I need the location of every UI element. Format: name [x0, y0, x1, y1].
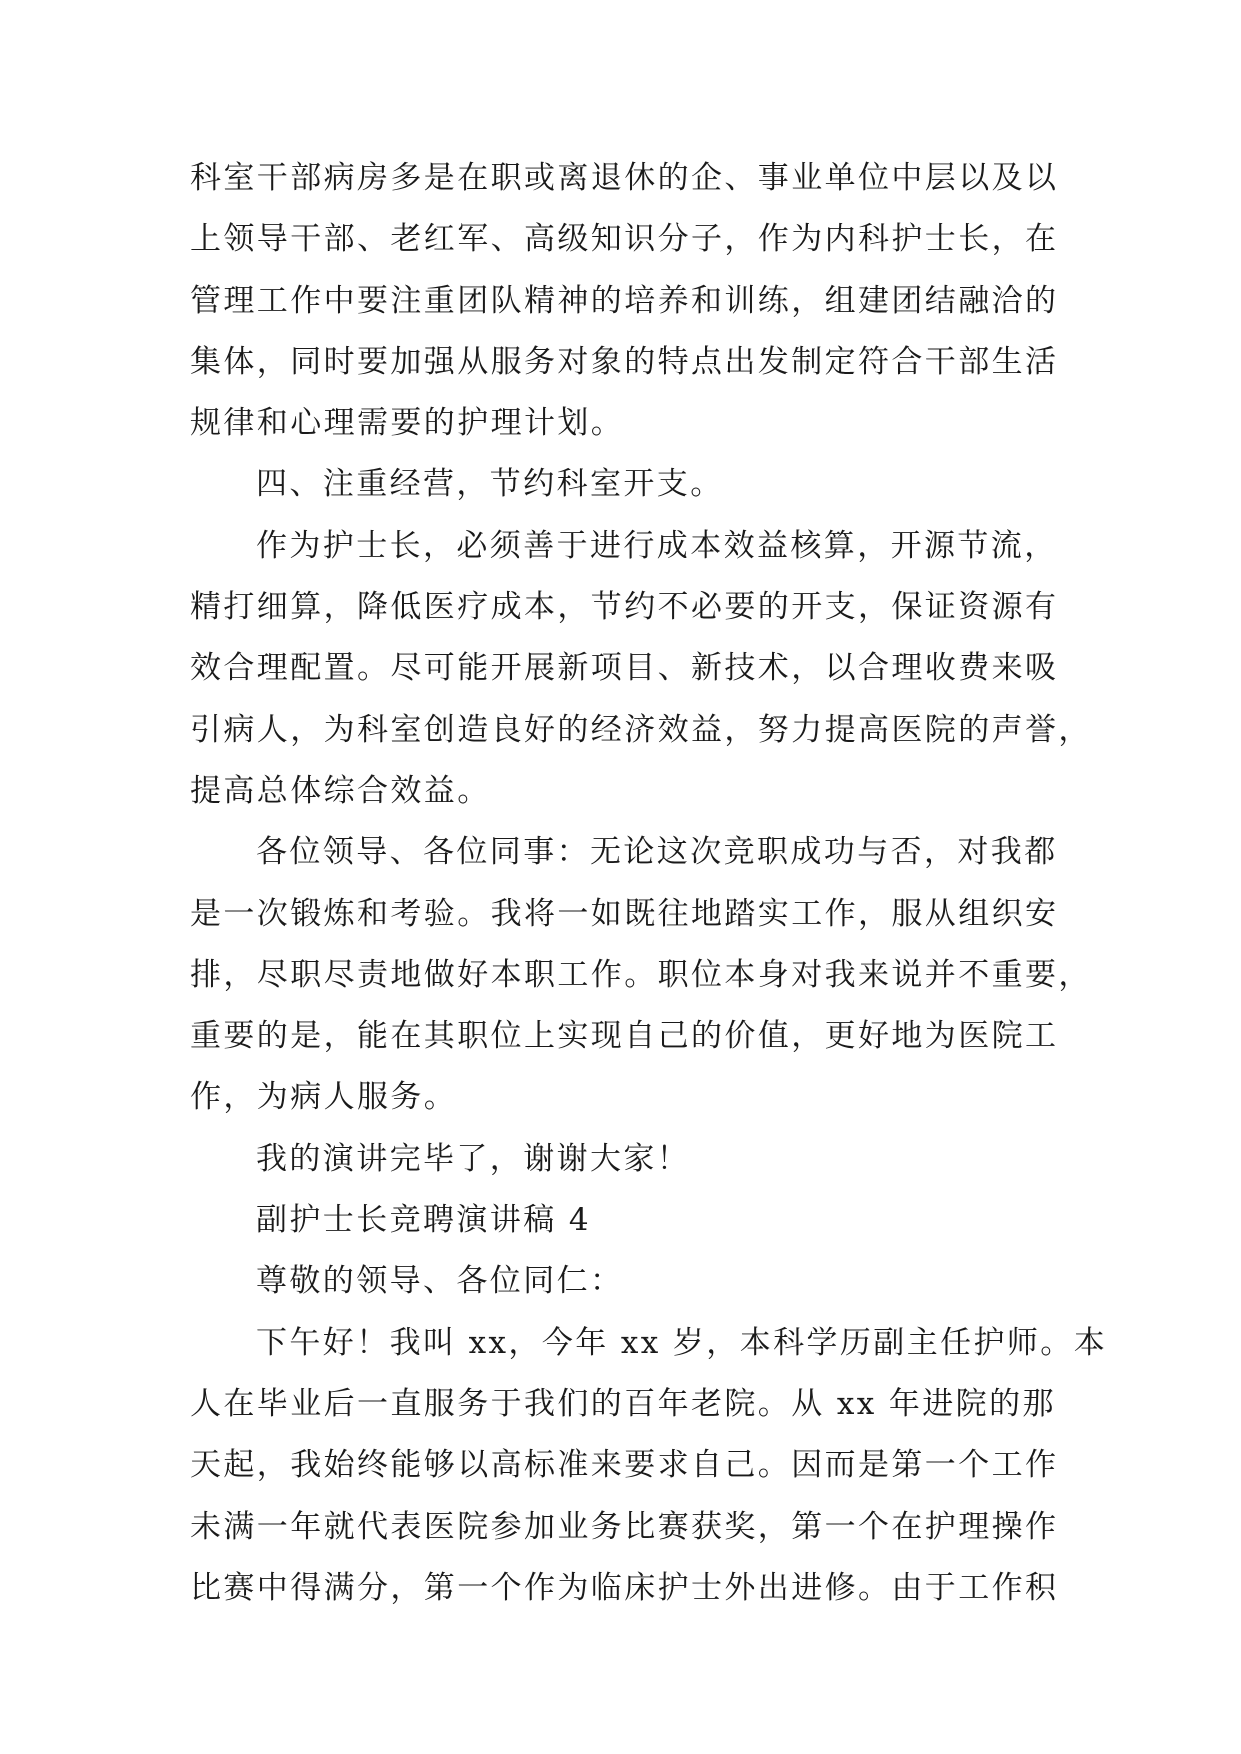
text-line: 效合理配置。尽可能开展新项目、新技术，以合理收费来吸	[190, 650, 1059, 687]
speech-title	[190, 1190, 1060, 1251]
text-line: 精打细算，降低医疗成本，节约不必要的开支，保证资源有	[190, 589, 1059, 626]
text-line: 重要的是，能在其职位上实现自己的价值，更好地为医院工	[190, 1018, 1059, 1055]
text-line: 未满一年就代表医院参加业务比赛获奖，第一个在护理操作	[190, 1508, 1059, 1545]
paragraph-cost-control	[190, 516, 1092, 822]
text-line: 四、注重经营，节约科室开支。	[256, 466, 724, 503]
text-line: 下午好！我叫 xx，今年 xx 岁，本科学历副主任护师。本	[256, 1324, 1108, 1361]
text-line: 作为护士长，必须善于进行成本效益核算，开源节流，	[256, 527, 1058, 564]
paragraph-cadre-ward	[190, 148, 1060, 454]
text-line: 天起，我始终能够以高标准来要求自己。因而是第一个工作	[190, 1447, 1059, 1484]
salutation	[190, 1251, 1060, 1312]
text-line: 引病人，为科室创造良好的经济效益，努力提高医院的声誉，	[190, 711, 1092, 748]
document-body	[190, 148, 1108, 1619]
text-line: 比赛中得满分，第一个作为临床护士外出进修。由于工作积	[190, 1569, 1059, 1606]
text-line: 人在毕业后一直服务于我们的百年老院。从 xx 年进院的那	[190, 1385, 1056, 1422]
text-line: 集体，同时要加强从服务对象的特点出发制定符合干部生活	[190, 343, 1059, 380]
text-line: 作，为病人服务。	[190, 1079, 458, 1116]
text-line: 尊敬的领导、各位同仁：	[256, 1263, 624, 1300]
paragraph-thanks	[190, 1129, 1060, 1190]
paragraph-closing-remarks	[190, 822, 1092, 1128]
paragraph-self-introduction	[190, 1313, 1108, 1619]
text-line: 科室干部病房多是在职或离退休的企、事业单位中层以及以	[190, 160, 1059, 196]
text-line: 上领导干部、老红军、高级知识分子，作为内科护士长，在	[190, 221, 1059, 258]
text-line: 排，尽职尽责地做好本职工作。职位本身对我来说并不重要，	[190, 956, 1092, 993]
text-line: 规律和心理需要的护理计划。	[190, 405, 625, 442]
text-line: 提高总体综合效益。	[190, 772, 491, 809]
text-line: 我的演讲完毕了，谢谢大家！	[256, 1140, 691, 1177]
text-line: 管理工作中要注重团队精神的培养和训练，组建团结融洽的	[190, 282, 1059, 319]
section-heading-four	[190, 454, 1060, 515]
text-line: 各位领导、各位同事：无论这次竞职成功与否，对我都	[256, 834, 1058, 871]
text-line: 副护士长竞聘演讲稿 4	[256, 1202, 591, 1239]
text-line: 是一次锻炼和考验。我将一如既往地踏实工作，服从组织安	[190, 895, 1059, 932]
